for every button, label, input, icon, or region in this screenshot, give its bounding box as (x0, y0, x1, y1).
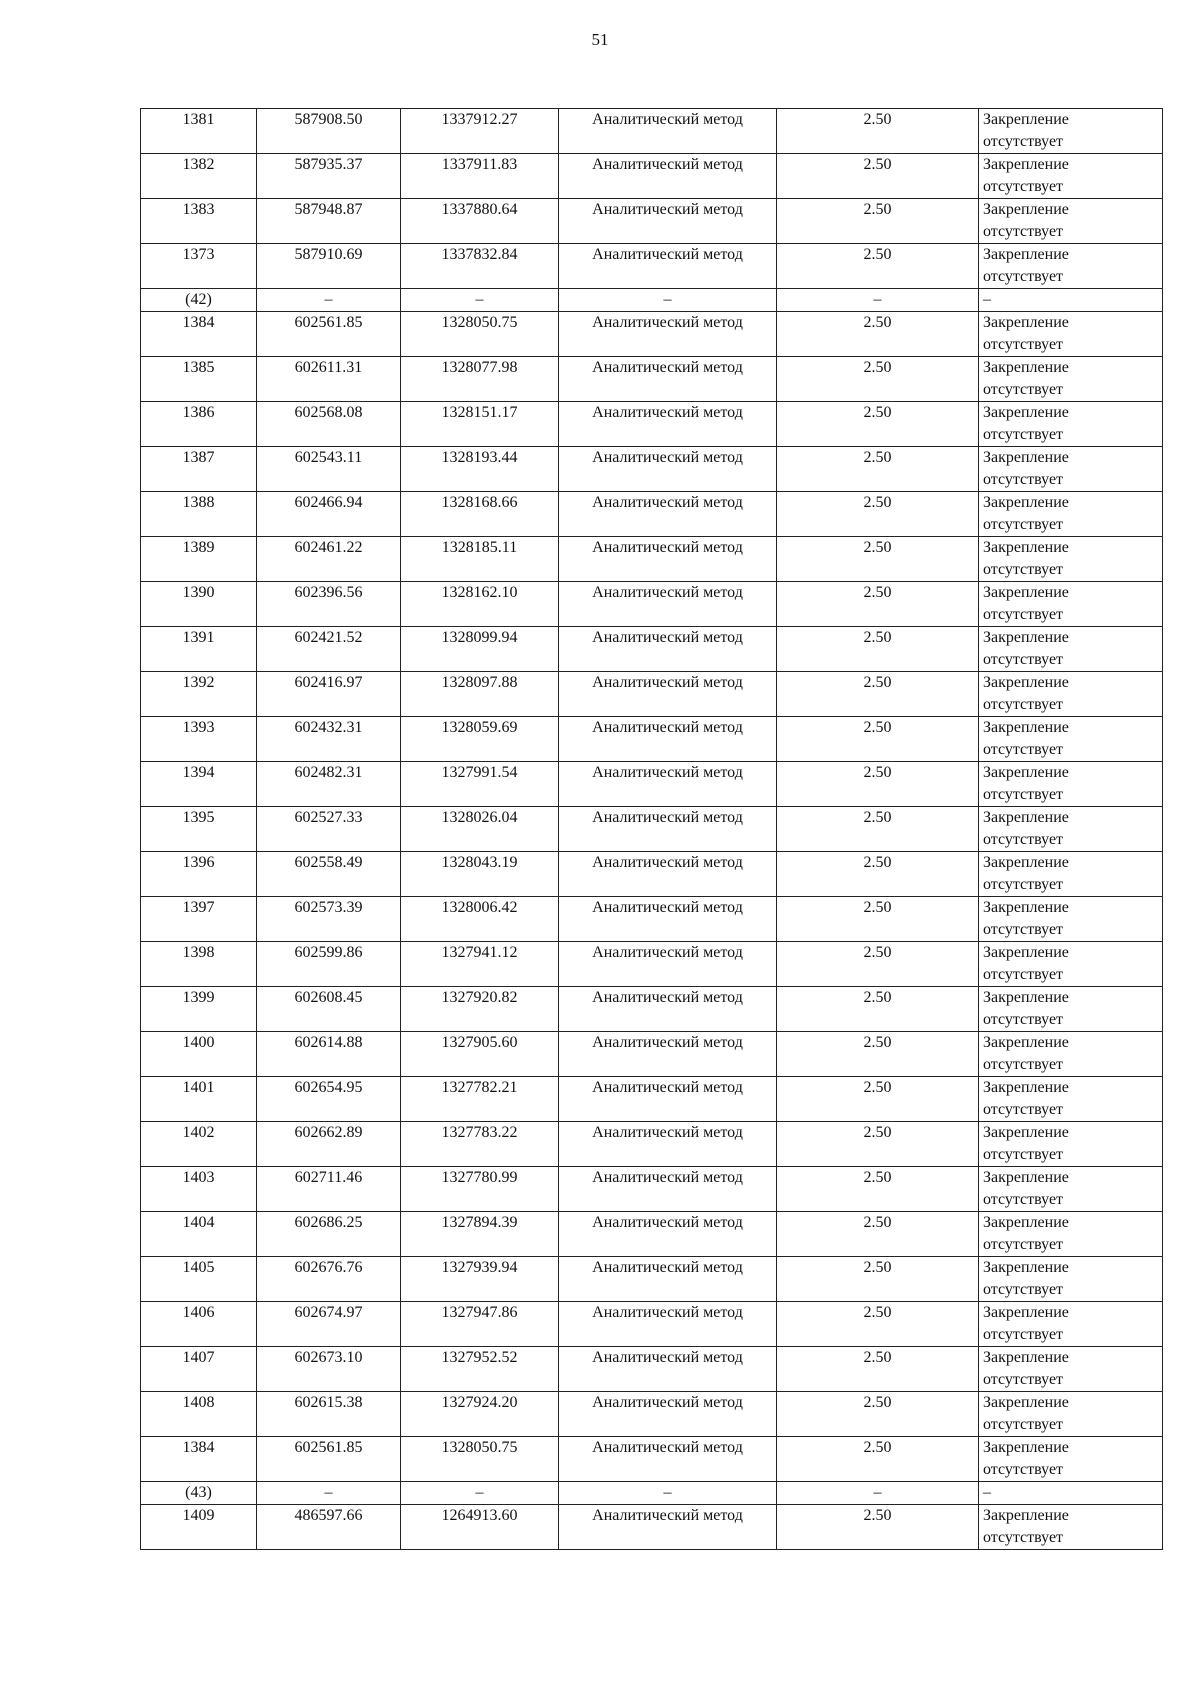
fixing-cell (979, 289, 1163, 312)
fixing-text-line-1: Закрепление (983, 314, 1069, 331)
fixing-cell (979, 942, 1163, 987)
method-cell: Аналитический метод (559, 942, 777, 987)
x-coordinate-cell: 602558.49 (257, 852, 401, 897)
fixing-cell (979, 447, 1163, 492)
point-number-cell: 1408 (141, 1392, 257, 1437)
fixing-text-line-2: отсутствует (983, 1101, 1064, 1118)
accuracy-cell: 2.50 (777, 1167, 979, 1212)
fixing-text-line-1: Закрепление (983, 1169, 1069, 1186)
accuracy-cell: 2.50 (777, 627, 979, 672)
point-number-cell: (43) (141, 1482, 257, 1505)
point-number-cell: 1401 (141, 1077, 257, 1122)
fixing-text-line-1: Закрепление (983, 899, 1069, 916)
point-number-cell: 1389 (141, 537, 257, 582)
y-coordinate-cell: 1337832.84 (401, 244, 559, 289)
accuracy-cell: 2.50 (777, 852, 979, 897)
y-coordinate-cell: 1328043.19 (401, 852, 559, 897)
fixing-cell (979, 1302, 1163, 1347)
y-coordinate-cell: 1337911.83 (401, 154, 559, 199)
x-coordinate-cell: 602615.38 (257, 1392, 401, 1437)
table-row (141, 1437, 1163, 1482)
coordinates-table (140, 108, 1163, 1550)
accuracy-cell: 2.50 (777, 942, 979, 987)
x-coordinate-cell: 602482.31 (257, 762, 401, 807)
point-number-cell: 1404 (141, 1212, 257, 1257)
method-cell: Аналитический метод (559, 447, 777, 492)
accuracy-cell: 2.50 (777, 1505, 979, 1550)
point-number-cell: 1407 (141, 1347, 257, 1392)
fixing-text-line-2: отсутствует (983, 606, 1064, 623)
table-row (141, 807, 1163, 852)
y-coordinate-cell: 1327905.60 (401, 1032, 559, 1077)
point-number-cell: 1387 (141, 447, 257, 492)
fixing-text-line-2: отсутствует (983, 831, 1064, 848)
x-coordinate-cell: 602662.89 (257, 1122, 401, 1167)
table-row (141, 1167, 1163, 1212)
method-cell: Аналитический метод (559, 1167, 777, 1212)
fixing-text-line-1: Закрепление (983, 1349, 1069, 1366)
table-row (141, 402, 1163, 447)
method-cell: Аналитический метод (559, 672, 777, 717)
accuracy-cell: 2.50 (777, 447, 979, 492)
point-number-cell: 1381 (141, 109, 257, 154)
fixing-cell (979, 897, 1163, 942)
fixing-text-line-1: Закрепление (983, 989, 1069, 1006)
accuracy-cell: 2.50 (777, 582, 979, 627)
method-cell: Аналитический метод (559, 1392, 777, 1437)
fixing-cell (979, 672, 1163, 717)
table-row (141, 154, 1163, 199)
method-cell: Аналитический метод (559, 1032, 777, 1077)
fixing-text-line-1: Закрепление (983, 1124, 1069, 1141)
method-cell: – (559, 289, 777, 312)
fixing-cell (979, 762, 1163, 807)
fixing-cell (979, 1077, 1163, 1122)
table-row (141, 537, 1163, 582)
table-row (141, 717, 1163, 762)
fixing-cell (979, 199, 1163, 244)
accuracy-cell: 2.50 (777, 672, 979, 717)
table-row (141, 109, 1163, 154)
fixing-text-line-1: Закрепление (983, 1304, 1069, 1321)
method-cell: Аналитический метод (559, 357, 777, 402)
fixing-text-line-2: отсутствует (983, 223, 1064, 240)
y-coordinate-cell: 1327941.12 (401, 942, 559, 987)
y-coordinate-cell: 1328168.66 (401, 492, 559, 537)
x-coordinate-cell: 602461.22 (257, 537, 401, 582)
fixing-text-line-2: отсутствует (983, 1056, 1064, 1073)
accuracy-cell: 2.50 (777, 762, 979, 807)
x-coordinate-cell: 602543.11 (257, 447, 401, 492)
x-coordinate-cell: 602599.86 (257, 942, 401, 987)
y-coordinate-cell: 1328097.88 (401, 672, 559, 717)
accuracy-cell: 2.50 (777, 244, 979, 289)
fixing-cell (979, 312, 1163, 357)
y-coordinate-cell: 1327920.82 (401, 987, 559, 1032)
method-cell: – (559, 1482, 777, 1505)
table-row (141, 312, 1163, 357)
fixing-text-line-1: – (983, 1484, 991, 1501)
fixing-text-line-2: отсутствует (983, 336, 1064, 353)
y-coordinate-cell: 1328193.44 (401, 447, 559, 492)
method-cell: Аналитический метод (559, 312, 777, 357)
table-separator-row (141, 1482, 1163, 1505)
accuracy-cell: 2.50 (777, 1032, 979, 1077)
y-coordinate-cell: 1328185.11 (401, 537, 559, 582)
table-row (141, 1505, 1163, 1550)
point-number-cell: 1382 (141, 154, 257, 199)
fixing-text-line-1: Закрепление (983, 246, 1069, 263)
fixing-text-line-2: отсутствует (983, 381, 1064, 398)
y-coordinate-cell: 1337912.27 (401, 109, 559, 154)
x-coordinate-cell: 602416.97 (257, 672, 401, 717)
table-row (141, 447, 1163, 492)
point-number-cell: 1394 (141, 762, 257, 807)
method-cell: Аналитический метод (559, 1347, 777, 1392)
table-row (141, 1032, 1163, 1077)
fixing-text-line-2: отсутствует (983, 1281, 1064, 1298)
fixing-text-line-1: Закрепление (983, 1259, 1069, 1276)
method-cell: Аналитический метод (559, 154, 777, 199)
accuracy-cell: 2.50 (777, 897, 979, 942)
x-coordinate-cell: 602674.97 (257, 1302, 401, 1347)
fixing-text-line-2: отсутствует (983, 1529, 1064, 1546)
y-coordinate-cell: 1264913.60 (401, 1505, 559, 1550)
table-row (141, 672, 1163, 717)
fixing-text-line-2: отсутствует (983, 696, 1064, 713)
point-number-cell: 1409 (141, 1505, 257, 1550)
y-coordinate-cell: 1328050.75 (401, 1437, 559, 1482)
fixing-text-line-1: Закрепление (983, 201, 1069, 218)
method-cell: Аналитический метод (559, 1505, 777, 1550)
table-row (141, 582, 1163, 627)
fixing-text-line-2: отсутствует (983, 1461, 1064, 1478)
point-number-cell: 1385 (141, 357, 257, 402)
fixing-text-line-2: отсутствует (983, 471, 1064, 488)
point-number-cell: 1405 (141, 1257, 257, 1302)
table-row (141, 1392, 1163, 1437)
fixing-cell (979, 1032, 1163, 1077)
accuracy-cell: 2.50 (777, 1212, 979, 1257)
y-coordinate-cell: – (401, 1482, 559, 1505)
fixing-text-line-1: Закрепление (983, 1394, 1069, 1411)
fixing-text-line-1: Закрепление (983, 494, 1069, 511)
accuracy-cell: 2.50 (777, 312, 979, 357)
fixing-text-line-1: Закрепление (983, 809, 1069, 826)
y-coordinate-cell: 1328050.75 (401, 312, 559, 357)
point-number-cell: 1392 (141, 672, 257, 717)
accuracy-cell: 2.50 (777, 807, 979, 852)
accuracy-cell: – (777, 1482, 979, 1505)
fixing-cell (979, 492, 1163, 537)
fixing-cell (979, 537, 1163, 582)
fixing-cell (979, 1482, 1163, 1505)
fixing-text-line-1: Закрепление (983, 1079, 1069, 1096)
fixing-text-line-1: Закрепление (983, 764, 1069, 781)
accuracy-cell: 2.50 (777, 357, 979, 402)
y-coordinate-cell: 1328006.42 (401, 897, 559, 942)
method-cell: Аналитический метод (559, 492, 777, 537)
accuracy-cell: 2.50 (777, 154, 979, 199)
accuracy-cell: 2.50 (777, 1392, 979, 1437)
method-cell: Аналитический метод (559, 807, 777, 852)
fixing-cell (979, 717, 1163, 762)
method-cell: Аналитический метод (559, 1302, 777, 1347)
fixing-cell (979, 402, 1163, 447)
table-row (141, 1077, 1163, 1122)
y-coordinate-cell: 1327783.22 (401, 1122, 559, 1167)
table-row (141, 357, 1163, 402)
point-number-cell: 1390 (141, 582, 257, 627)
fixing-text-line-1: Закрепление (983, 111, 1069, 128)
fixing-text-line-2: отсутствует (983, 1371, 1064, 1388)
method-cell: Аналитический метод (559, 402, 777, 447)
accuracy-cell: 2.50 (777, 402, 979, 447)
y-coordinate-cell: 1327782.21 (401, 1077, 559, 1122)
x-coordinate-cell: 602611.31 (257, 357, 401, 402)
point-number-cell: 1384 (141, 1437, 257, 1482)
point-number-cell: 1406 (141, 1302, 257, 1347)
table-row (141, 942, 1163, 987)
accuracy-cell: 2.50 (777, 1347, 979, 1392)
point-number-cell: 1391 (141, 627, 257, 672)
x-coordinate-cell: 587948.87 (257, 199, 401, 244)
fixing-text-line-1: Закрепление (983, 674, 1069, 691)
fixing-cell (979, 154, 1163, 199)
y-coordinate-cell: – (401, 289, 559, 312)
accuracy-cell: 2.50 (777, 537, 979, 582)
fixing-text-line-1: Закрепление (983, 1214, 1069, 1231)
x-coordinate-cell: 602573.39 (257, 897, 401, 942)
fixing-text-line-2: отсутствует (983, 921, 1064, 938)
fixing-text-line-2: отсутствует (983, 876, 1064, 893)
method-cell: Аналитический метод (559, 852, 777, 897)
fixing-text-line-2: отсутствует (983, 1236, 1064, 1253)
fixing-text-line-2: отсутствует (983, 1011, 1064, 1028)
fixing-text-line-1: Закрепление (983, 944, 1069, 961)
x-coordinate-cell: 486597.66 (257, 1505, 401, 1550)
page-number: 51 (591, 30, 609, 49)
method-cell: Аналитический метод (559, 1077, 777, 1122)
y-coordinate-cell: 1328059.69 (401, 717, 559, 762)
fixing-cell (979, 109, 1163, 154)
y-coordinate-cell: 1328077.98 (401, 357, 559, 402)
accuracy-cell: 2.50 (777, 1257, 979, 1302)
fixing-text-line-1: Закрепление (983, 404, 1069, 421)
method-cell: Аналитический метод (559, 109, 777, 154)
x-coordinate-cell: 602568.08 (257, 402, 401, 447)
table-row (141, 762, 1163, 807)
y-coordinate-cell: 1327780.99 (401, 1167, 559, 1212)
accuracy-cell: 2.50 (777, 1302, 979, 1347)
method-cell: Аналитический метод (559, 244, 777, 289)
table-row (141, 1302, 1163, 1347)
point-number-cell: 1395 (141, 807, 257, 852)
accuracy-cell: 2.50 (777, 1077, 979, 1122)
fixing-text-line-1: Закрепление (983, 359, 1069, 376)
point-number-cell: 1384 (141, 312, 257, 357)
fixing-text-line-2: отсутствует (983, 133, 1064, 150)
point-number-cell: 1400 (141, 1032, 257, 1077)
fixing-text-line-1: Закрепление (983, 719, 1069, 736)
point-number-cell: 1398 (141, 942, 257, 987)
method-cell: Аналитический метод (559, 537, 777, 582)
fixing-text-line-1: Закрепление (983, 1507, 1069, 1524)
x-coordinate-cell: 602686.25 (257, 1212, 401, 1257)
table-row (141, 1122, 1163, 1167)
fixing-cell (979, 1392, 1163, 1437)
x-coordinate-cell: – (257, 289, 401, 312)
x-coordinate-cell: 602711.46 (257, 1167, 401, 1212)
x-coordinate-cell: 602432.31 (257, 717, 401, 762)
accuracy-cell: 2.50 (777, 1122, 979, 1167)
point-number-cell: 1396 (141, 852, 257, 897)
method-cell: Аналитический метод (559, 199, 777, 244)
x-coordinate-cell: 602654.95 (257, 1077, 401, 1122)
x-coordinate-cell: 587908.50 (257, 109, 401, 154)
point-number-cell: 1397 (141, 897, 257, 942)
accuracy-cell: 2.50 (777, 987, 979, 1032)
method-cell: Аналитический метод (559, 1437, 777, 1482)
x-coordinate-cell: – (257, 1482, 401, 1505)
fixing-cell (979, 807, 1163, 852)
table-row (141, 199, 1163, 244)
fixing-text-line-2: отсутствует (983, 178, 1064, 195)
x-coordinate-cell: 602614.88 (257, 1032, 401, 1077)
fixing-text-line-2: отсутствует (983, 561, 1064, 578)
accuracy-cell: 2.50 (777, 1437, 979, 1482)
point-number-cell: 1383 (141, 199, 257, 244)
y-coordinate-cell: 1327939.94 (401, 1257, 559, 1302)
fixing-cell (979, 1212, 1163, 1257)
accuracy-cell: 2.50 (777, 492, 979, 537)
method-cell: Аналитический метод (559, 627, 777, 672)
point-number-cell: (42) (141, 289, 257, 312)
x-coordinate-cell: 602561.85 (257, 312, 401, 357)
x-coordinate-cell: 602673.10 (257, 1347, 401, 1392)
y-coordinate-cell: 1327991.54 (401, 762, 559, 807)
method-cell: Аналитический метод (559, 762, 777, 807)
point-number-cell: 1393 (141, 717, 257, 762)
x-coordinate-cell: 587910.69 (257, 244, 401, 289)
method-cell: Аналитический метод (559, 1212, 777, 1257)
point-number-cell: 1403 (141, 1167, 257, 1212)
fixing-text-line-2: отсутствует (983, 741, 1064, 758)
y-coordinate-cell: 1328151.17 (401, 402, 559, 447)
fixing-text-line-2: отсутствует (983, 786, 1064, 803)
fixing-cell (979, 1505, 1163, 1550)
y-coordinate-cell: 1327947.86 (401, 1302, 559, 1347)
x-coordinate-cell: 602466.94 (257, 492, 401, 537)
x-coordinate-cell: 602561.85 (257, 1437, 401, 1482)
table-row (141, 852, 1163, 897)
table-body (141, 109, 1163, 1550)
fixing-text-line-1: Закрепление (983, 156, 1069, 173)
fixing-text-line-1: – (983, 291, 991, 308)
point-number-cell: 1386 (141, 402, 257, 447)
fixing-cell (979, 357, 1163, 402)
x-coordinate-cell: 602527.33 (257, 807, 401, 852)
fixing-cell (979, 1347, 1163, 1392)
fixing-text-line-2: отсутствует (983, 1326, 1064, 1343)
table-row (141, 1212, 1163, 1257)
point-number-cell: 1373 (141, 244, 257, 289)
fixing-text-line-2: отсутствует (983, 651, 1064, 668)
fixing-cell (979, 582, 1163, 627)
table-row (141, 492, 1163, 537)
table-row (141, 244, 1163, 289)
fixing-cell (979, 852, 1163, 897)
fixing-text-line-2: отсутствует (983, 1191, 1064, 1208)
fixing-text-line-1: Закрепление (983, 539, 1069, 556)
x-coordinate-cell: 602608.45 (257, 987, 401, 1032)
method-cell: Аналитический метод (559, 1122, 777, 1167)
fixing-cell (979, 244, 1163, 289)
table-row (141, 1347, 1163, 1392)
x-coordinate-cell: 587935.37 (257, 154, 401, 199)
fixing-text-line-2: отсутствует (983, 268, 1064, 285)
point-number-cell: 1402 (141, 1122, 257, 1167)
method-cell: Аналитический метод (559, 717, 777, 762)
fixing-text-line-2: отсутствует (983, 516, 1064, 533)
method-cell: Аналитический метод (559, 1257, 777, 1302)
y-coordinate-cell: 1337880.64 (401, 199, 559, 244)
method-cell: Аналитический метод (559, 987, 777, 1032)
table-row (141, 627, 1163, 672)
fixing-cell (979, 1257, 1163, 1302)
accuracy-cell: 2.50 (777, 109, 979, 154)
y-coordinate-cell: 1328026.04 (401, 807, 559, 852)
accuracy-cell: – (777, 289, 979, 312)
y-coordinate-cell: 1327952.52 (401, 1347, 559, 1392)
x-coordinate-cell: 602396.56 (257, 582, 401, 627)
point-number-cell: 1399 (141, 987, 257, 1032)
x-coordinate-cell: 602421.52 (257, 627, 401, 672)
fixing-text-line-2: отсутствует (983, 426, 1064, 443)
y-coordinate-cell: 1328099.94 (401, 627, 559, 672)
fixing-cell (979, 1437, 1163, 1482)
fixing-text-line-2: отсутствует (983, 1416, 1064, 1433)
y-coordinate-cell: 1327924.20 (401, 1392, 559, 1437)
accuracy-cell: 2.50 (777, 717, 979, 762)
fixing-text-line-1: Закрепление (983, 854, 1069, 871)
y-coordinate-cell: 1328162.10 (401, 582, 559, 627)
fixing-cell (979, 1167, 1163, 1212)
accuracy-cell: 2.50 (777, 199, 979, 244)
x-coordinate-cell: 602676.76 (257, 1257, 401, 1302)
fixing-cell (979, 1122, 1163, 1167)
y-coordinate-cell: 1327894.39 (401, 1212, 559, 1257)
point-number-cell: 1388 (141, 492, 257, 537)
fixing-cell (979, 627, 1163, 672)
fixing-cell (979, 987, 1163, 1032)
method-cell: Аналитический метод (559, 582, 777, 627)
fixing-text-line-2: отсутствует (983, 966, 1064, 983)
fixing-text-line-1: Закрепление (983, 1439, 1069, 1456)
table-row (141, 897, 1163, 942)
fixing-text-line-1: Закрепление (983, 584, 1069, 601)
fixing-text-line-2: отсутствует (983, 1146, 1064, 1163)
method-cell: Аналитический метод (559, 897, 777, 942)
fixing-text-line-1: Закрепление (983, 1034, 1069, 1051)
table-row (141, 1257, 1163, 1302)
fixing-text-line-1: Закрепление (983, 629, 1069, 646)
table-row (141, 987, 1163, 1032)
fixing-text-line-1: Закрепление (983, 449, 1069, 466)
table-separator-row (141, 289, 1163, 312)
